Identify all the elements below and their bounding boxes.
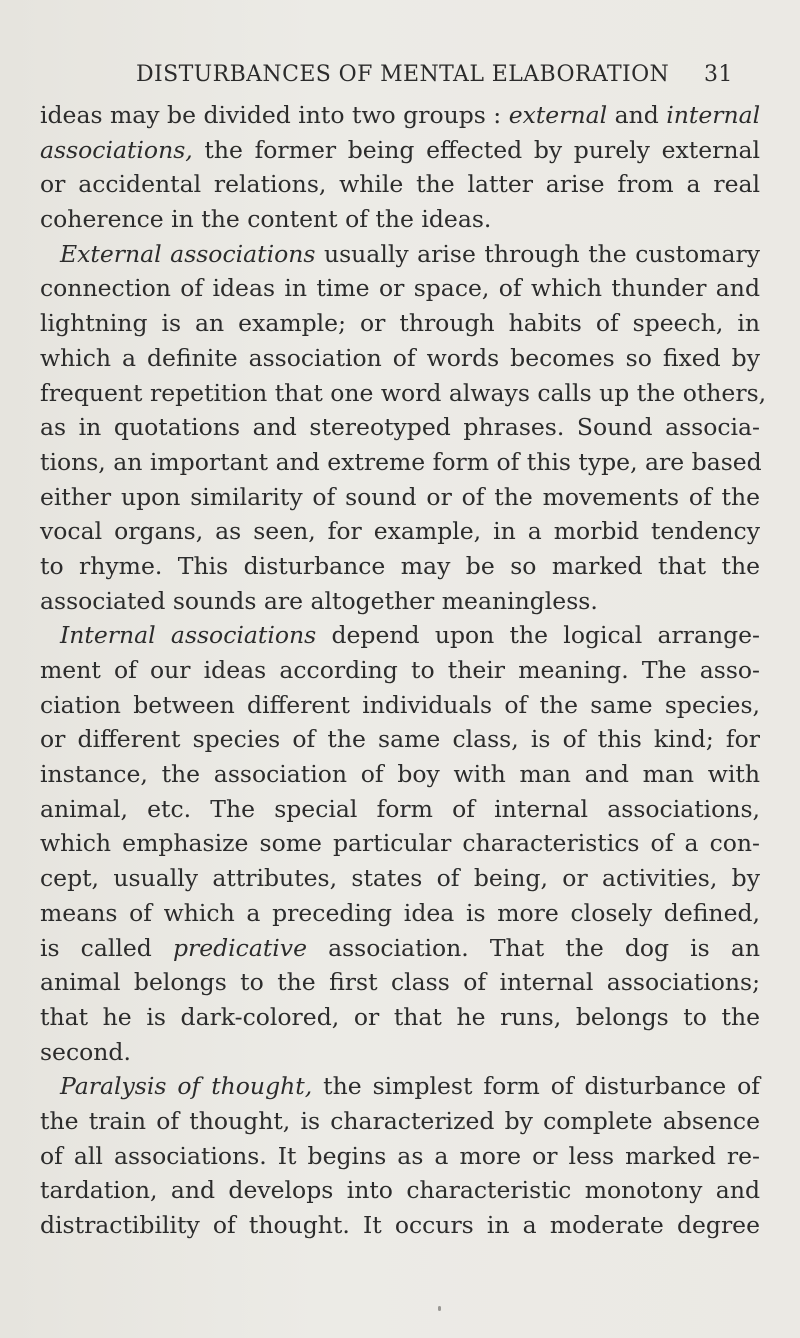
text-line: of all associations. It begins as a more or less marked re-: [40, 1141, 760, 1170]
text-line: animal belongs to the first class of internal associations;: [40, 968, 760, 997]
text-line: animal, etc. The special form of internal associations,: [40, 794, 760, 823]
text-line: External associations usually arise through the customary: [60, 239, 760, 268]
text-line: the train of thought, is characterized by complete absence: [40, 1106, 760, 1135]
text-line: vocal organs, as seen, for example, in a morbid tendency: [40, 517, 760, 546]
text-line: that he is dark-colored, or that he runs, belongs to the: [40, 1002, 760, 1031]
text-line: which emphasize some particular characteristics of a con-: [40, 829, 760, 858]
text-line: associated sounds are altogether meaningless.: [40, 586, 598, 615]
text-line: as in quotations and stereotyped phrases. Sound associa-: [40, 413, 760, 442]
text-line: either upon similarity of sound or of the movements of the: [40, 482, 760, 511]
text-line: or different species of the same class, is of this kind; for: [40, 725, 760, 754]
running-title: DISTURBANCES OF MENTAL ELABORATION: [136, 62, 670, 87]
text-line: or accidental relations, while the latter arise from a real: [40, 170, 760, 199]
text-line: Paralysis of thought, the simplest form of disturbance of: [60, 1072, 760, 1101]
text-line: lightning is an example; or through habits of speech, in: [40, 309, 760, 338]
text-line: tardation, and develops into characteristic monotony and: [40, 1176, 760, 1205]
text-line: ment of our ideas according to their meaning. The asso-: [40, 656, 760, 684]
text-line: coherence in the content of the ideas.: [40, 205, 492, 234]
text-line: frequent repetition that one word always calls up the others,: [40, 378, 767, 407]
body-text: [40, 98, 780, 1243]
text-line: cept, usually attributes, states of being, or activities, by: [40, 864, 760, 893]
text-line: tions, an important and extreme form of this type, are based: [40, 447, 762, 476]
text-line: ideas may be divided into two groups : external and internal: [40, 101, 761, 129]
text-line: connection of ideas in time or space, of which thunder and: [40, 274, 760, 303]
paper-speck: [438, 1306, 441, 1311]
text-line: to rhyme. This disturbance may be so marked that the: [40, 551, 760, 580]
text-line: which a definite association of words becomes so fixed by: [40, 343, 760, 372]
text-line: ciation between different individuals of the same species,: [40, 690, 760, 719]
text-line: distractibility of thought. It occurs in a moderate degree: [40, 1211, 760, 1239]
running-header: [136, 62, 736, 92]
page-number: 31: [704, 62, 733, 87]
text-line: is called predicative association. That the dog is an: [40, 933, 760, 962]
text-line: means of which a preceding idea is more closely defined,: [40, 898, 760, 927]
text-line: second.: [40, 1037, 131, 1066]
text-line: associations, the former being effected by purely external: [40, 135, 760, 164]
text-line: Internal associations depend upon the logical arrange-: [60, 621, 760, 650]
text-line: instance, the association of boy with man and man with: [40, 760, 760, 789]
